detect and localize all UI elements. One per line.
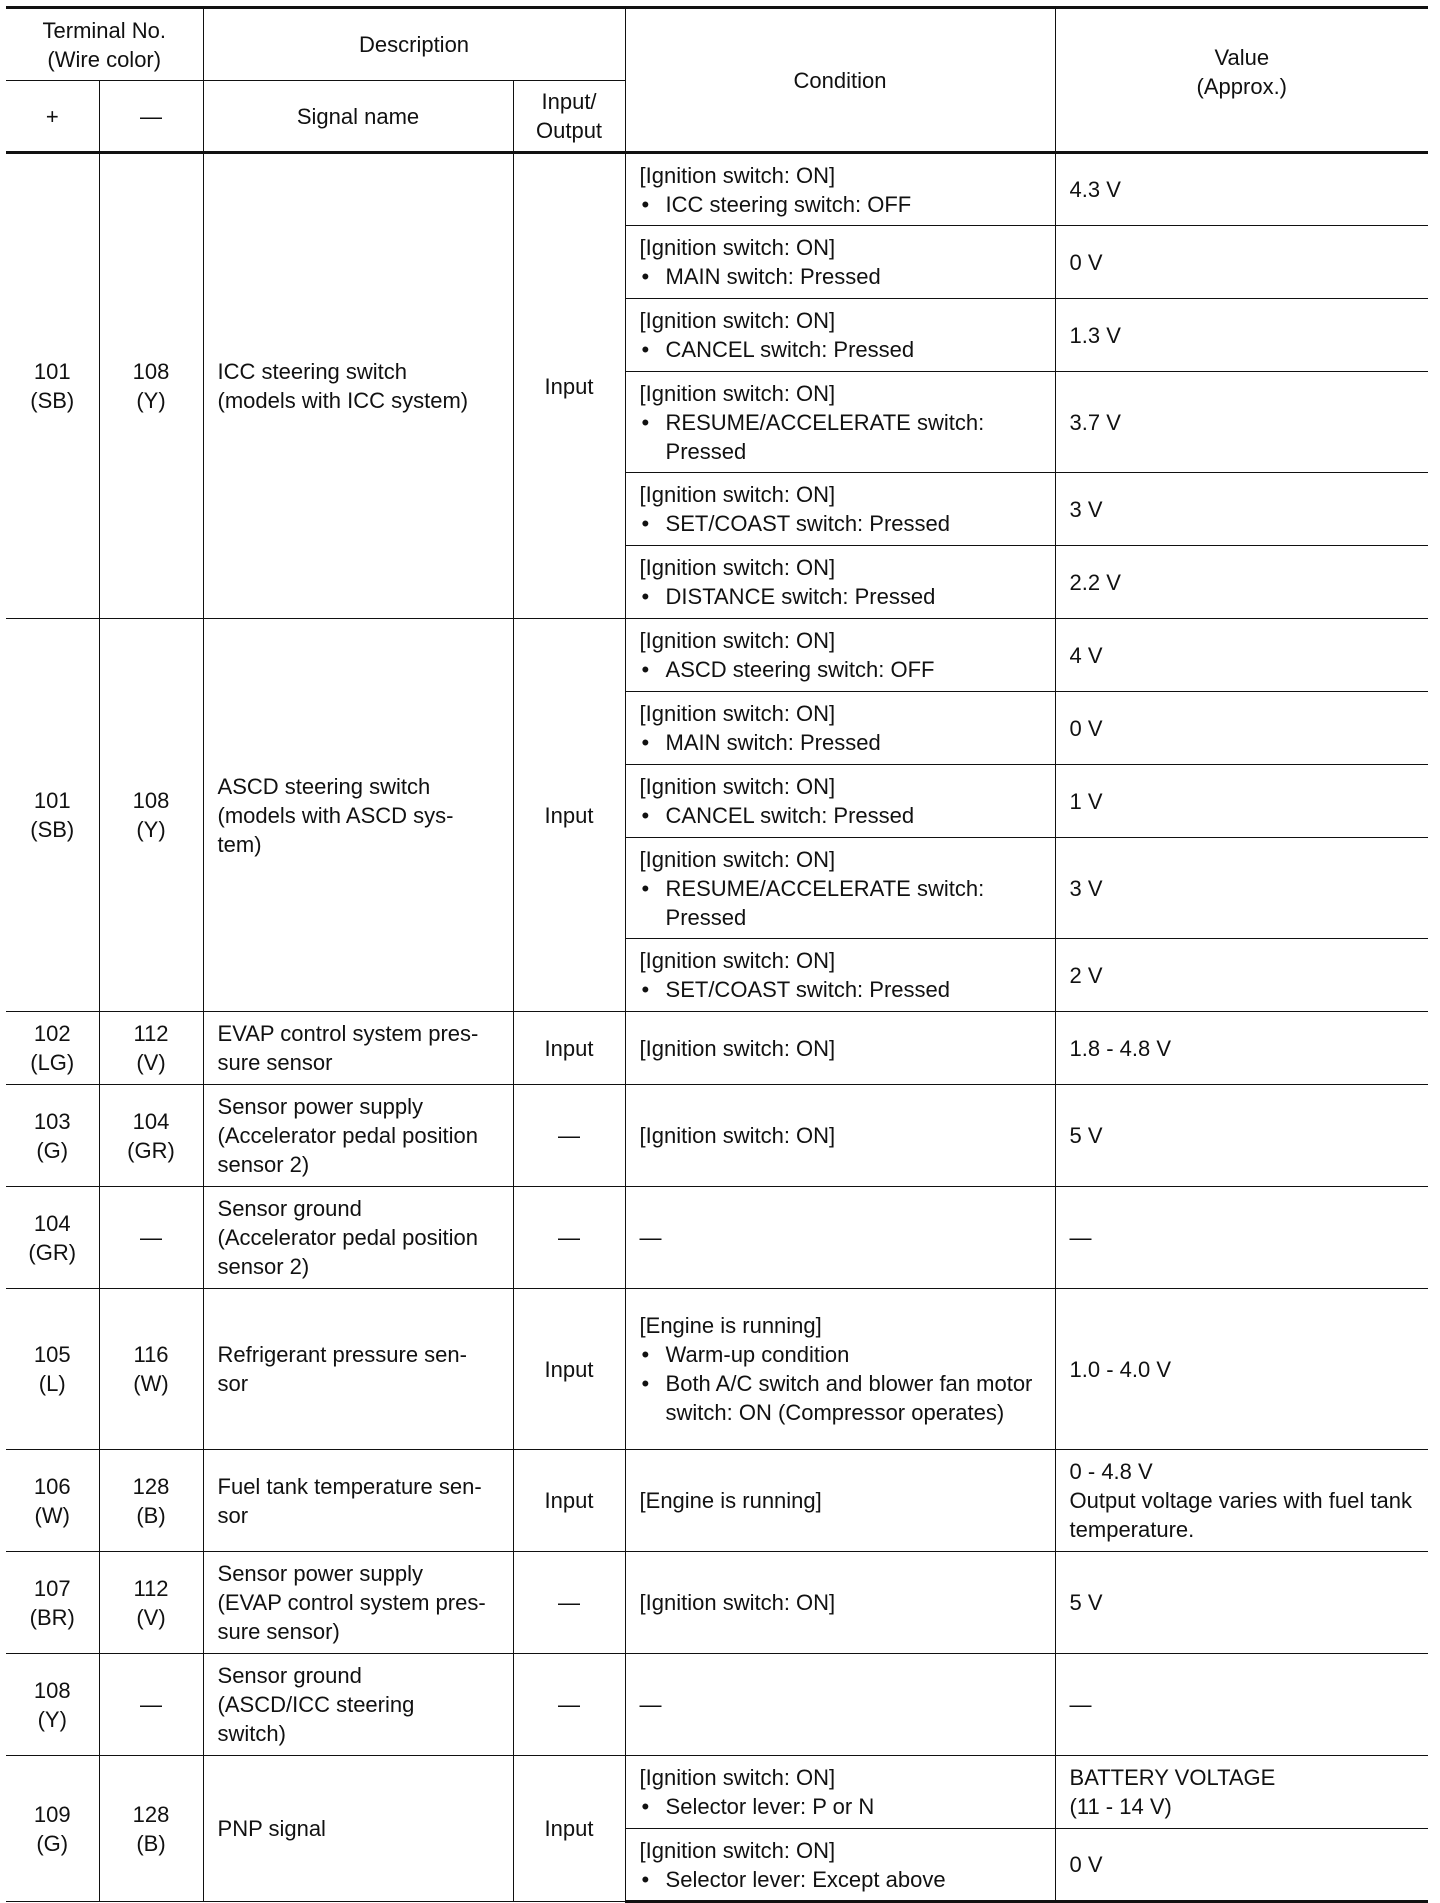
condition-heading: [Ignition switch: ON] bbox=[639, 628, 836, 653]
condition-heading: [Ignition switch: ON] bbox=[639, 701, 836, 726]
signal-name-line: ICC steering switch bbox=[217, 359, 408, 384]
terminal-spec-document bbox=[6, 6, 1428, 1903]
terminal-plus bbox=[6, 1552, 99, 1654]
condition-bullet bbox=[640, 874, 1045, 932]
condition-bullet-text: CANCEL switch: Pressed bbox=[665, 803, 915, 828]
plus-header: + bbox=[6, 81, 99, 153]
terminal-minus-line: (B) bbox=[136, 1830, 166, 1856]
terminal-minus-line: (GR) bbox=[127, 1137, 175, 1163]
terminal-row bbox=[6, 1012, 1428, 1085]
bullet-icon: • bbox=[641, 264, 650, 289]
signal-name bbox=[203, 619, 513, 1012]
terminal-plus-line: (L) bbox=[38, 1371, 66, 1396]
signal-name-line: (ASCD/ICC steering bbox=[217, 1692, 415, 1717]
condition-cell bbox=[625, 153, 1055, 226]
condition-heading: [Ignition switch: ON] bbox=[639, 774, 836, 799]
value-cell bbox=[1055, 226, 1428, 299]
value-cell bbox=[1055, 1187, 1428, 1289]
terminal-minus-line: 104 bbox=[132, 1108, 170, 1134]
terminal-plus-line: 103 bbox=[33, 1108, 71, 1134]
terminal-plus-line: (G) bbox=[36, 1137, 69, 1163]
terminal-minus-line: 108 bbox=[132, 359, 170, 384]
value-cell bbox=[1055, 473, 1428, 546]
condition-cell bbox=[625, 1756, 1055, 1829]
condition-cell bbox=[625, 765, 1055, 838]
bullet-icon: • bbox=[641, 1794, 650, 1819]
bullet-icon: • bbox=[641, 977, 650, 1002]
condition-bullet bbox=[640, 582, 1045, 611]
terminal-plus-line: (GR) bbox=[28, 1239, 77, 1265]
condition-cell bbox=[625, 546, 1055, 619]
terminal-minus bbox=[99, 1085, 203, 1187]
value-cell bbox=[1055, 1552, 1428, 1654]
terminal-plus-line: 109 bbox=[33, 1801, 71, 1827]
signal-name bbox=[203, 1085, 513, 1187]
bullet-icon: • bbox=[641, 803, 650, 828]
terminal-row bbox=[6, 1187, 1428, 1289]
value-cell bbox=[1055, 1012, 1428, 1085]
condition-cell bbox=[625, 619, 1055, 692]
terminal-minus bbox=[99, 1552, 203, 1654]
condition-cell bbox=[625, 1450, 1055, 1552]
signal-name-line: sure sensor bbox=[217, 1050, 333, 1075]
signal-name-line: tem) bbox=[217, 831, 262, 857]
condition-bullet-text: Both A/C switch and blower fan motor switch: ON (Compressor operates) bbox=[665, 1371, 1033, 1425]
condition-bullet bbox=[640, 408, 1045, 466]
condition-cell bbox=[625, 299, 1055, 372]
condition-heading: [Engine is running] bbox=[639, 1488, 822, 1513]
condition-cell bbox=[625, 1552, 1055, 1654]
bullet-icon: • bbox=[641, 409, 650, 435]
value-cell-line: 4.3 V bbox=[1069, 177, 1121, 202]
value-cell-line: 2 V bbox=[1069, 962, 1103, 988]
value-cell-line: BATTERY VOLTAGE bbox=[1069, 1765, 1276, 1790]
signal-name-line: ASCD steering switch bbox=[217, 773, 431, 799]
terminal-row bbox=[6, 1654, 1428, 1756]
condition-bullet bbox=[640, 1340, 1045, 1369]
terminal-minus-line: 128 bbox=[132, 1473, 170, 1499]
terminal-spec-table bbox=[6, 6, 1428, 1903]
signal-name-line: sensor 2) bbox=[217, 1152, 310, 1177]
condition-bullet bbox=[640, 335, 1045, 364]
signal-name bbox=[203, 153, 513, 619]
terminal-row bbox=[6, 153, 1428, 226]
condition-bullet-text: DISTANCE switch: Pressed bbox=[665, 584, 936, 609]
condition-bullet bbox=[640, 655, 1045, 684]
condition-bullet bbox=[640, 1369, 1045, 1427]
value-cell-line: 0 V bbox=[1069, 715, 1103, 741]
terminal-minus bbox=[99, 1187, 203, 1289]
signal-name bbox=[203, 1187, 513, 1289]
condition-heading: [Ignition switch: ON] bbox=[639, 555, 836, 580]
condition-cell bbox=[625, 1085, 1055, 1187]
signal-name-line: (models with ICC system) bbox=[217, 388, 469, 413]
value-cell bbox=[1055, 838, 1428, 939]
value-cell bbox=[1055, 1756, 1428, 1829]
condition-cell bbox=[625, 1187, 1055, 1289]
input-output: Input bbox=[513, 153, 625, 619]
condition-heading: [Ignition switch: ON] bbox=[639, 235, 836, 260]
terminal-minus-line: 116 bbox=[133, 1342, 169, 1367]
value-cell-line: — bbox=[1069, 1692, 1092, 1717]
terminal-plus-line: 102 bbox=[33, 1021, 71, 1046]
terminal-plus-line: (SB) bbox=[30, 388, 75, 413]
value-cell-line: 2.2 V bbox=[1069, 569, 1121, 595]
value-cell-line: 5 V bbox=[1069, 1590, 1103, 1615]
condition-bullet bbox=[640, 1865, 1045, 1894]
terminal-minus bbox=[99, 1654, 203, 1756]
terminal-minus bbox=[99, 619, 203, 1012]
terminal-minus-line: — bbox=[140, 1225, 162, 1250]
input-output: Input bbox=[513, 1756, 625, 1902]
condition-cell bbox=[625, 838, 1055, 939]
value-cell-line: 5 V bbox=[1069, 1123, 1103, 1148]
bullet-icon: • bbox=[641, 584, 650, 609]
value-header-line2: (Approx.) bbox=[1196, 74, 1288, 99]
terminal-plus-line: 105 bbox=[33, 1342, 71, 1367]
value-cell-line: 0 V bbox=[1069, 1852, 1103, 1877]
terminal-row bbox=[6, 1289, 1428, 1450]
condition-heading: [Ignition switch: ON] bbox=[639, 308, 836, 333]
terminal-minus-line: (V) bbox=[136, 1604, 166, 1630]
description-header: Description bbox=[203, 8, 625, 81]
value-cell bbox=[1055, 1450, 1428, 1552]
signal-name-line: switch) bbox=[217, 1721, 286, 1746]
condition-bullet bbox=[640, 262, 1045, 291]
value-cell-line: 3 V bbox=[1069, 875, 1103, 901]
terminal-plus bbox=[6, 1450, 99, 1552]
bullet-icon: • bbox=[641, 1371, 650, 1396]
bullet-icon: • bbox=[641, 337, 650, 362]
condition-heading: [Ignition switch: ON] bbox=[639, 846, 836, 872]
terminal-row bbox=[6, 1756, 1428, 1829]
condition-cell bbox=[625, 473, 1055, 546]
condition-heading: [Ignition switch: ON] bbox=[639, 948, 836, 973]
value-cell-line: 1.0 - 4.0 V bbox=[1069, 1356, 1172, 1382]
condition-bullet-text: Warm-up condition bbox=[665, 1342, 850, 1367]
terminal-minus-line: 112 bbox=[133, 1021, 169, 1046]
condition-heading: [Ignition switch: ON] bbox=[639, 1837, 836, 1863]
value-cell bbox=[1055, 1654, 1428, 1756]
value-cell bbox=[1055, 939, 1428, 1012]
value-cell-line: 4 V bbox=[1069, 642, 1103, 668]
terminal-plus bbox=[6, 1756, 99, 1902]
terminal-plus-line: 101 bbox=[33, 788, 71, 813]
terminal-minus-line: 112 bbox=[133, 1575, 169, 1601]
condition-bullet-text: Selector lever: P or N bbox=[665, 1794, 875, 1819]
condition-heading: [Ignition switch: ON] bbox=[639, 162, 836, 188]
condition-cell bbox=[625, 939, 1055, 1012]
value-cell bbox=[1055, 299, 1428, 372]
condition-bullet bbox=[640, 509, 1045, 538]
bullet-icon: • bbox=[641, 1342, 650, 1367]
condition-cell bbox=[625, 1012, 1055, 1085]
condition-bullet-text: RESUME/ACCELERATE switch: Pressed bbox=[665, 409, 985, 464]
signal-name-line: PNP signal bbox=[217, 1816, 326, 1841]
value-cell-line: 1 V bbox=[1069, 788, 1103, 814]
terminal-plus-line: (LG) bbox=[30, 1050, 75, 1075]
condition-bullet bbox=[640, 190, 1045, 219]
terminal-row bbox=[6, 1552, 1428, 1654]
io-header-line2: Output bbox=[536, 118, 603, 143]
minus-header: — bbox=[99, 81, 203, 153]
terminal-plus bbox=[6, 1289, 99, 1450]
condition-cell bbox=[625, 1829, 1055, 1902]
value-cell-line: — bbox=[1069, 1225, 1092, 1250]
condition-bullet-text: SET/COAST switch: Pressed bbox=[665, 511, 950, 536]
terminal-header-line2: (Wire color) bbox=[47, 46, 162, 72]
condition-heading: [Ignition switch: ON] bbox=[639, 1590, 836, 1615]
condition-bullet-text: MAIN switch: Pressed bbox=[665, 730, 881, 755]
value-header bbox=[1055, 8, 1428, 153]
input-output: — bbox=[513, 1654, 625, 1756]
terminal-minus-line: 128 bbox=[132, 1801, 170, 1827]
value-cell-line: (11 - 14 V) bbox=[1069, 1794, 1172, 1819]
terminal-plus bbox=[6, 153, 99, 619]
condition-bullet bbox=[640, 801, 1045, 830]
signal-name-line: (EVAP control system pres- bbox=[217, 1590, 486, 1615]
terminal-minus-line: (V) bbox=[136, 1050, 166, 1075]
value-cell-line: 1.3 V bbox=[1069, 322, 1121, 348]
terminal-plus bbox=[6, 1187, 99, 1289]
terminal-minus-line: (B) bbox=[136, 1502, 166, 1528]
value-cell bbox=[1055, 372, 1428, 473]
condition-cell bbox=[625, 226, 1055, 299]
terminal-row bbox=[6, 619, 1428, 692]
bullet-icon: • bbox=[641, 875, 650, 901]
terminal-plus-line: (W) bbox=[34, 1502, 70, 1528]
signal-name-line: Sensor power supply bbox=[217, 1094, 423, 1119]
condition-bullet-text: SET/COAST switch: Pressed bbox=[665, 977, 950, 1002]
bullet-icon: • bbox=[641, 511, 650, 536]
signal-name-line: EVAP control system pres- bbox=[217, 1021, 479, 1046]
terminal-plus-line: 106 bbox=[33, 1473, 71, 1499]
signal-name-line: sor bbox=[217, 1502, 249, 1528]
terminal-minus-line: (Y) bbox=[136, 388, 166, 413]
condition-bullet bbox=[640, 975, 1045, 1004]
signal-name-line: Sensor ground bbox=[217, 1196, 362, 1221]
condition-bullet-text: Selector lever: Except above bbox=[665, 1866, 946, 1892]
signal-name bbox=[203, 1552, 513, 1654]
bullet-icon: • bbox=[641, 730, 650, 755]
terminal-plus bbox=[6, 1085, 99, 1187]
condition-heading: [Engine is running] bbox=[639, 1313, 822, 1338]
terminal-plus-line: 107 bbox=[33, 1575, 71, 1601]
condition-heading: [Ignition switch: ON] bbox=[639, 1035, 836, 1061]
signal-name-line: Refrigerant pressure sen- bbox=[217, 1342, 467, 1367]
condition-cell bbox=[625, 692, 1055, 765]
signal-name bbox=[203, 1012, 513, 1085]
condition-bullet-text: CANCEL switch: Pressed bbox=[665, 337, 915, 362]
terminal-row bbox=[6, 1085, 1428, 1187]
terminal-plus-line: 101 bbox=[33, 359, 71, 384]
value-cell bbox=[1055, 1829, 1428, 1902]
signal-name-header: Signal name bbox=[203, 81, 513, 153]
condition-heading: — bbox=[639, 1692, 662, 1717]
input-output: — bbox=[513, 1085, 625, 1187]
condition-cell bbox=[625, 1654, 1055, 1756]
terminal-plus-line: (Y) bbox=[37, 1706, 67, 1732]
input-output: Input bbox=[513, 619, 625, 1012]
input-output: — bbox=[513, 1187, 625, 1289]
io-header bbox=[513, 81, 625, 153]
condition-bullet bbox=[640, 1792, 1045, 1821]
condition-header: Condition bbox=[625, 8, 1055, 153]
input-output: Input bbox=[513, 1012, 625, 1085]
condition-heading: — bbox=[639, 1225, 662, 1250]
condition-heading: [Ignition switch: ON] bbox=[639, 1765, 836, 1790]
terminal-plus bbox=[6, 619, 99, 1012]
io-header-line1: Input/ bbox=[541, 89, 597, 114]
signal-name-line: Sensor power supply bbox=[217, 1561, 423, 1586]
bullet-icon: • bbox=[641, 191, 650, 217]
bullet-icon: • bbox=[641, 657, 650, 682]
condition-cell bbox=[625, 372, 1055, 473]
value-cell bbox=[1055, 765, 1428, 838]
condition-bullet-text: MAIN switch: Pressed bbox=[665, 264, 881, 289]
value-cell bbox=[1055, 1289, 1428, 1450]
terminal-plus-line: 104 bbox=[33, 1210, 71, 1236]
terminal-header bbox=[6, 8, 203, 81]
signal-name-line: sor bbox=[217, 1371, 249, 1396]
terminal-row bbox=[6, 1450, 1428, 1552]
terminal-plus-line: (G) bbox=[36, 1830, 69, 1856]
terminal-plus-line: 108 bbox=[33, 1677, 71, 1703]
signal-name bbox=[203, 1654, 513, 1756]
terminal-plus-line: (BR) bbox=[29, 1604, 75, 1630]
signal-name bbox=[203, 1450, 513, 1552]
input-output: Input bbox=[513, 1289, 625, 1450]
terminal-minus bbox=[99, 1756, 203, 1902]
value-header-line1: Value bbox=[1214, 45, 1270, 70]
terminal-minus-line: (W) bbox=[133, 1371, 169, 1396]
signal-name-line: sensor 2) bbox=[217, 1254, 310, 1279]
value-cell bbox=[1055, 619, 1428, 692]
signal-name-line: Sensor ground bbox=[217, 1663, 362, 1688]
condition-heading: [Ignition switch: ON] bbox=[639, 380, 836, 406]
terminal-header-line1: Terminal No. bbox=[42, 17, 166, 43]
terminal-minus-line: — bbox=[140, 1692, 162, 1717]
condition-bullet-text: RESUME/ACCELERATE switch: Pressed bbox=[665, 875, 985, 930]
signal-name bbox=[203, 1289, 513, 1450]
value-cell-line: 0 V bbox=[1069, 249, 1103, 275]
condition-heading: [Ignition switch: ON] bbox=[639, 1123, 836, 1148]
terminal-plus bbox=[6, 1012, 99, 1085]
signal-name bbox=[203, 1756, 513, 1902]
terminal-minus bbox=[99, 153, 203, 619]
terminal-minus bbox=[99, 1012, 203, 1085]
terminal-minus-line: 108 bbox=[132, 788, 170, 813]
terminal-minus-line: (Y) bbox=[136, 817, 166, 842]
signal-name-line: (models with ASCD sys- bbox=[217, 802, 454, 828]
signal-name-line: (Accelerator pedal position bbox=[217, 1123, 478, 1148]
value-cell-line: 0 - 4.8 V bbox=[1069, 1459, 1153, 1484]
condition-heading: [Ignition switch: ON] bbox=[639, 482, 836, 507]
condition-bullet bbox=[640, 728, 1045, 757]
header-row-1 bbox=[6, 8, 1428, 81]
value-cell bbox=[1055, 153, 1428, 226]
value-cell-line: Output voltage varies with fuel tank temperature. bbox=[1069, 1488, 1412, 1542]
value-cell-line: 1.8 - 4.8 V bbox=[1069, 1035, 1172, 1061]
terminal-plus-line: (SB) bbox=[30, 817, 75, 842]
value-cell bbox=[1055, 1085, 1428, 1187]
value-cell-line: 3 V bbox=[1069, 496, 1103, 522]
terminal-minus bbox=[99, 1450, 203, 1552]
terminal-plus bbox=[6, 1654, 99, 1756]
condition-cell bbox=[625, 1289, 1055, 1450]
signal-name-line: (Accelerator pedal position bbox=[217, 1225, 478, 1250]
value-cell bbox=[1055, 692, 1428, 765]
condition-bullet-text: ICC steering switch: OFF bbox=[665, 191, 912, 217]
signal-name-line: Fuel tank temperature sen- bbox=[217, 1473, 482, 1499]
value-cell-line: 3.7 V bbox=[1069, 409, 1121, 435]
value-cell bbox=[1055, 546, 1428, 619]
signal-name-line: sure sensor) bbox=[217, 1619, 340, 1644]
condition-bullet-text: ASCD steering switch: OFF bbox=[665, 657, 935, 682]
input-output: — bbox=[513, 1552, 625, 1654]
terminal-minus bbox=[99, 1289, 203, 1450]
input-output: Input bbox=[513, 1450, 625, 1552]
bullet-icon: • bbox=[641, 1866, 650, 1892]
